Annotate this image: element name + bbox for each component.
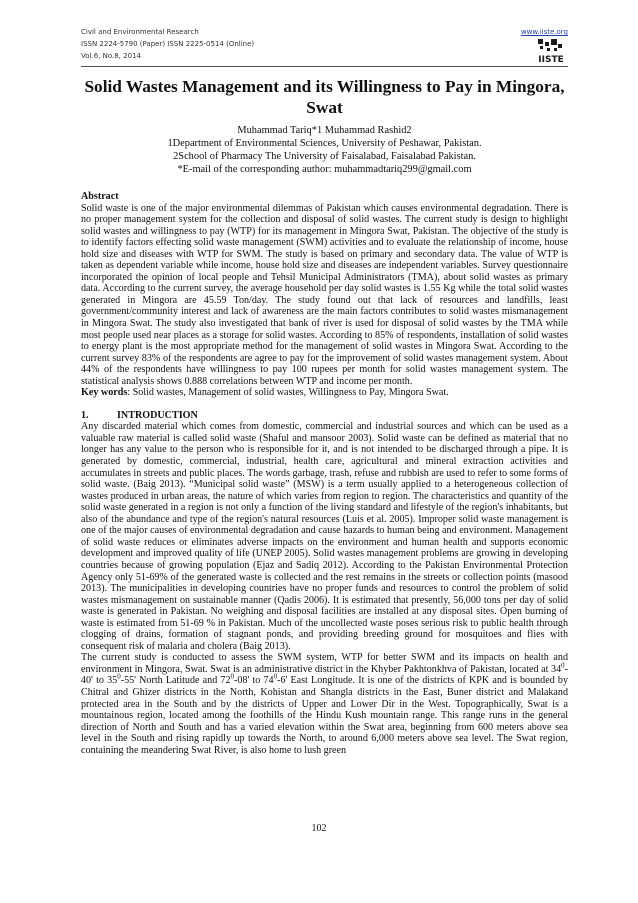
abstract-heading: Abstract — [81, 191, 119, 202]
volume-line: Vol.6, No.8, 2014 — [81, 52, 141, 60]
author-block — [81, 124, 568, 176]
intro-p2-text-d: -08' to 74 — [234, 675, 274, 687]
abstract-text: Solid waste is one of the major environmental dilemmas of Pakistan which causes environmental degradation. There is no proper management system for the collection and disposal of solid wastes. The current study is design to highlight solid wastes and willingness to pay (WTP) for its management in Mingora Swat, Pakistan. The objective of the study is to identify factors effecting solid waste management (SWM) activities and to evaluate the relationship of income, house hold size and diseases with WTP for SWM. The study is based on primary and secondary data. The value of WTP is taken as dependent variable while income, house hold size and diseases are independent variables. Survey questionnaire incorporated the opinion of local people and Tehsil Municipal Administrators (TMA), about solid wastes as primary data. According to the current survey, the average household per day solid wastes is 1.55 Kg while the total solid wastes generated in Mingora are 45.59 Ton/day. The study found out that lack of resources and landfills, least government/community interest and lack of awareness are the main factors contributes to solid wastes mismanagement in Mingora Swat. The study also investigated that bank of river is used for disposal of solid wastes by the TMA while most people used near places as a storage for solid wastes. According to 85% of respondents, installation of solid wastes to energy plant is the most appropriate method for the management of solid wastes in Mingora Swat. According to the current survey 83% of the respondents are agree to pay for the improvement of solid wastes management system. About 44% of the respondents have willingness to pay 100 rupees per month for solid wastes management system. The statistical analysis shows 0.888 correlations between WTP and income per month. — [81, 202, 568, 387]
svg-text:IISTE: IISTE — [538, 55, 564, 65]
intro-p2-text-c: -55' North Latitude and 72 — [120, 675, 231, 687]
keywords-text: : Solid wastes, Management of solid wastes, Willingness to Pay, Mingora Swat. — [127, 387, 449, 399]
section-number: 1. — [81, 409, 89, 421]
intro-paragraph-2 — [81, 652, 568, 756]
journal-header — [81, 26, 254, 62]
affiliation-1: 1Department of Environmental Sciences, University of Peshawar, Pakistan. — [167, 138, 482, 149]
keywords-line — [81, 387, 568, 399]
intro-paragraph-1: Any discarded material which comes from domestic, commercial and industrial sources and which can be used as a valuable raw material is called solid waste (Shaful and mansoor 2003). Solid waste can be defined as material that no longer has any value to the person who is responsible for it, and is not intended to be discharged through a pipe. It is generated by domestic, commercial, industrial, health care, agricultural and mineral extraction activities and accumulates in streets and public places. The words garbage, trash, refuse and rubbish are used to refer to some forms of solid waste. (Baig 2013). “Municipal solid waste” (MSW) is a term usually applied to a heterogeneous collection of wastes produced in urban areas, the nature of which varies from region to region. The characteristics and quantity of the solid waste generated in a region is not only a function of the living standard and lifestyle of the region's inhabitants, but also of the abundance and type of the region's natural resources (Luis et al. 2005). Improper solid waste management is one of the major causes of environmental degradation and cause hazards to human being and environment. Management of solid waste reduces or eliminates adverse impacts on the environment and human health and supports economic development and improved quality of life (UNEP 2005). Solid wastes management problems are growing in developing countries because of growing population (Ejaz and Sadiq 2012). According to the Pakistan Environmental Protection Agency only 51-69% of the generated waste is collected and the rest remains in the streets or collection points (masood 2013). The municipalities in developing countries have no proper funds and resources to control the problem of solid wastes mismanagement on sustainable manner (Qadis 2006). It is estimated that presently, 56,000 tons per day of solid waste is generated in Pakistan. No weighing and disposal facilities are installed at any disposal sites. Open burning of waste is estimated from 51-69 % in Pakistan. Much of the uncollected waste poses serious risk to public health through clogging of drains, formation of stagnant ponds, and providing breeding ground for mosquitoes and flies with consequent risk of malaria and cholera (Baig 2013). — [81, 421, 568, 652]
paper-body — [81, 191, 568, 756]
journal-url-link[interactable]: www.iiste.org — [520, 28, 568, 36]
section-title: INTRODUCTION — [117, 409, 198, 421]
intro-p2-text-e: -6' East Longitude. It is one of the districts of KPK and is bounded by Chitral and Ghizer districts in the North, Kohistan and Shangla districts in the East, Buner district and Malakand protected area in the South and by the districts of Upper and Lower Dir in the West. Topographically, Swat is a mountainous region, located among the foothills of the Hindu Kush mountain range. This range runs in the general direction of North and South and has a varied elevation within the Swat area, beginning from 600 meters above sea level in the South and rising rapidly up towards the North, to around 6,000 meters above sea level. The Swat region, containing the meandering Swat River, is also home to lush green — [81, 675, 569, 756]
page-number: 102 — [311, 823, 327, 834]
affiliation-2: 2School of Pharmacy The University of Faisalabad, Faisalabad Pakistan. — [173, 151, 476, 162]
section-heading-introduction — [81, 410, 568, 422]
paper-title: Solid Wastes Management and its Willingness to Pay in Mingora, Swat — [84, 77, 565, 117]
intro-p2-text-b: -40' to 35 — [81, 663, 568, 687]
degree-sup-1: 0 — [561, 661, 565, 670]
degree-sup-2: 0 — [117, 673, 121, 682]
corresponding-email: *E-mail of the corresponding author: muhammadtariq299@gmail.com — [177, 164, 472, 175]
author-names: Muhammad Tariq*1 Muhammad Rashid2 — [237, 125, 412, 136]
keywords-label: Key words — [81, 387, 128, 399]
degree-sup-4: 0 — [273, 673, 278, 682]
header-divider — [81, 66, 568, 67]
journal-name: Civil and Environmental Research — [81, 28, 199, 36]
intro-p2-text-a: The current study is conducted to assess the SWM system, WTP for better SWM and its impacts on health and environment in Mingora, Swat. Swat is an administrative district in the Khyber Pakhtonkhva of Pakistan, located at 34 — [81, 652, 568, 675]
degree-sup-3: 0 — [230, 673, 235, 682]
iiste-logo-icon — [536, 38, 566, 65]
issn-line: ISSN 2224-5790 (Paper) ISSN 2225-0514 (Online) — [81, 40, 255, 48]
